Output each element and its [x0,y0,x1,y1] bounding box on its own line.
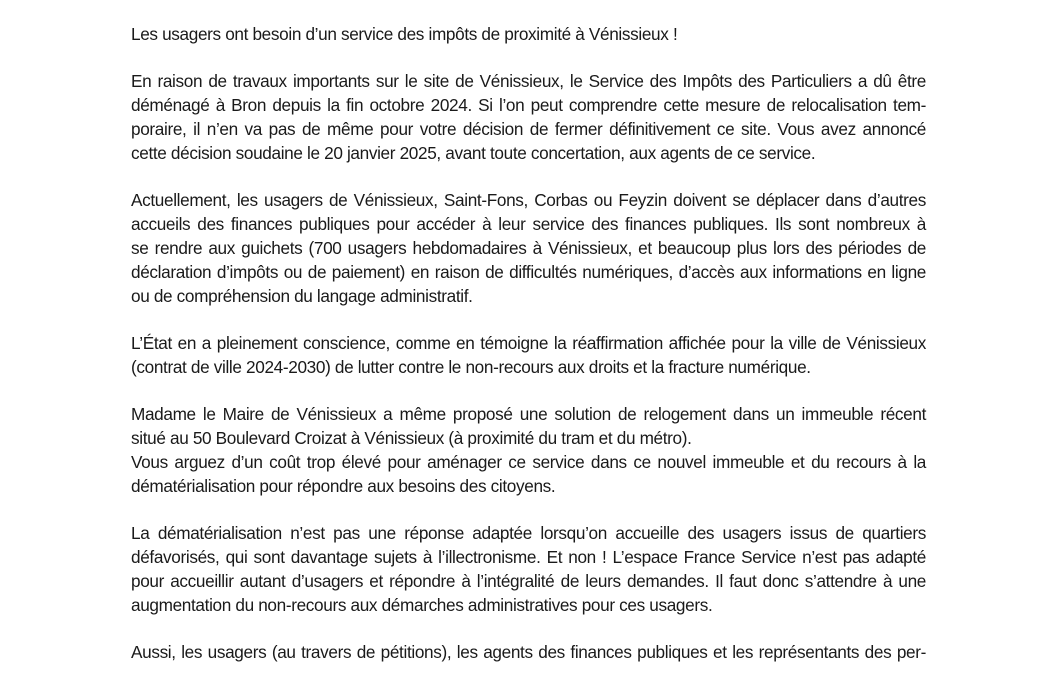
text-line: Madame le Maire de Vénissieux a même proposé une solution de relogement dans un immeuble récent [131,404,926,424]
text-line: En raison de travaux importants sur le site de Vénissieux, le Service des Impôts des Particuliers a dû être [131,71,926,91]
paragraph-dematerialisation [131,521,926,617]
text-line: déménagé à Bron depuis la fin octobre 2024. Si l’on peut comprendre cette mesure de relocalisation tem- [131,95,926,115]
paragraph-state-awareness [131,331,926,379]
paragraph-mayor-proposal [131,402,926,498]
text-line: dématérialisation pour répondre aux besoins des citoyens. [131,476,556,496]
paragraph-intro [131,22,926,46]
text-line: accueils des finances publiques pour accéder à leur service des finances publiques. Ils sont nombreux à [131,214,926,234]
text-line: Vous arguez d’un coût trop élevé pour aménager ce service dans ce nouvel immeuble et du recours à la [131,452,926,472]
text-line: déclaration d’impôts ou de paiement) en raison de difficultés numériques, d’accès aux informations en ligne [131,262,926,282]
text-line: (contrat de ville 2024-2030) de lutter contre le non-recours aux droits et la fracture numérique. [131,357,811,377]
text-line: Actuellement, les usagers de Vénissieux, Saint-Fons, Corbas ou Feyzin doivent se déplacer dans d’autres [131,190,926,210]
text-line: La dématérialisation n’est pas une réponse adaptée lorsqu’on accueille des usagers issus de quartiers [131,523,926,543]
paragraph-current-situation [131,188,926,308]
text-line: poraire, il n’en va pas de même pour votre décision de fermer définitivement ce site. Vous avez annoncé [131,119,926,139]
paragraph-relocation [131,69,926,165]
text-line: Aussi, les usagers (au travers de pétitions), les agents des finances publiques et les représentants des per- [131,642,926,662]
text-line: augmentation du non-recours aux démarches administratives pour ces usagers. [131,595,713,615]
text-line: ou de compréhension du langage administratif. [131,286,473,306]
text-line: défavorisés, qui sont davantage sujets à l’illectronisme. Et non ! L’espace France Service n’est pas adapté [131,547,926,567]
text-line: pour accueillir autant d’usagers et répondre à l’intégralité de leurs demandes. Il faut donc s’attendre à une [131,571,926,591]
text-line: Les usagers ont besoin d’un service des impôts de proximité à Vénissieux ! [131,24,678,44]
text-line: cette décision soudaine le 20 janvier 2025, avant toute concertation, aux agents de ce service. [131,143,816,163]
letter-body [131,22,926,664]
text-line: situé au 50 Boulevard Croizat à Vénissieux (à proximité du tram et du métro). [131,428,692,448]
text-line: se rendre aux guichets (700 usagers hebdomadaires à Vénissieux, et beaucoup plus lors des périodes de [131,238,926,258]
paragraph-petitions [131,640,926,664]
text-line: L’État en a pleinement conscience, comme en témoigne la réaffirmation affichée pour la ville de Vénissieux [131,333,926,353]
